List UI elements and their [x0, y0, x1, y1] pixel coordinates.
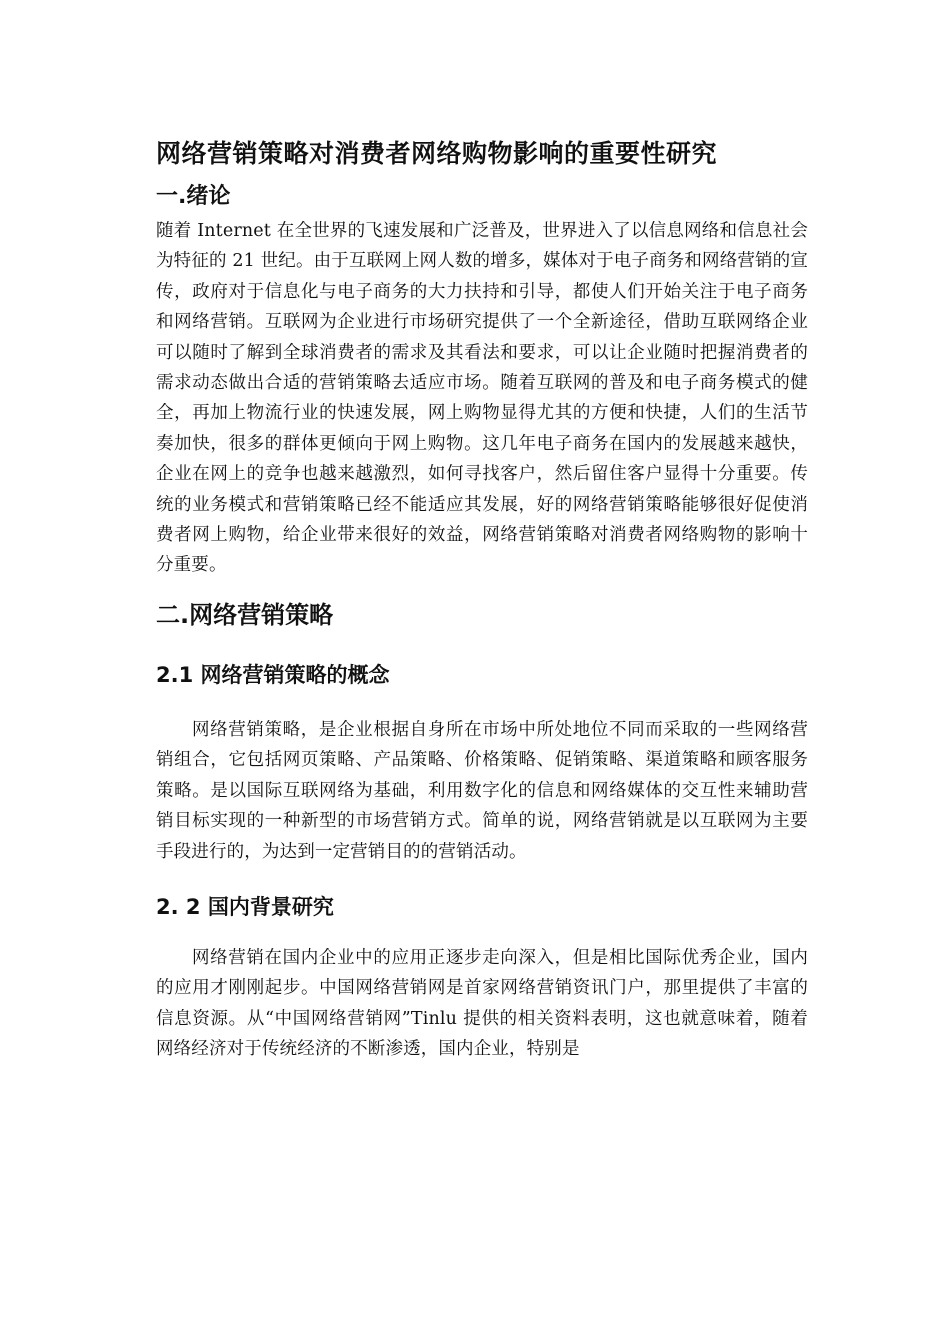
subsection-heading-domestic-background: 2. 2 国内背景研究 — [156, 894, 334, 919]
section-heading-marketing-strategy: 二.网络营销策略 — [156, 600, 334, 629]
section-heading-introduction: 一.绪论 — [156, 184, 231, 209]
document-title: 网络营销策略对消费者网络购物影响的重要性研究 — [156, 139, 718, 168]
domestic-background-paragraph: 网络营销在国内企业中的应用正逐步走向深入，但是相比国际优秀企业，国内的应用才刚刚起步。中国网络营销网是首家网络营销资讯门户，那里提供了丰富的信息资源。从“中国网络营销网”Tinlu 提供的相关资料表明，这也就意味着，随着网络经济对于传统经济的不断渗透，国内企业，特别是 — [156, 947, 808, 1060]
concept-paragraph: 网络营销策略，是企业根据自身所在市场中所处地位不同而采取的一些网络营销组合，它包括网页策略、产品策略、价格策略、促销策略、渠道策略和顾客服务策略。是以国际互联网络为基础，利用数字化的信息和网络媒体的交互性来辅助营销目标实现的一种新型的市场营销方式。简单的说，网络营销就是以互联网为主要手段进行的，为达到一定营销目的的营销活动。 — [156, 719, 808, 862]
introduction-paragraph: 随着 Internet 在全世界的飞速发展和广泛普及，世界进入了以信息网络和信息社会为特征的 21 世纪。由于互联网上网人数的增多，媒体对于电子商务和网络营销的宣传，政府对于信息化与电子商务的大力扶持和引导，都使人们开始关注于电子商务和网络营销。互联网为企业进行市场研究提供了一个全新途径，借助互联网络企业可以随时了解到全球消费者的需求及其看法和要求，可以让企业随时把握消费者的需求动态做出合适的营销策略去适应市场。随着互联网的普及和电子商务模式的健全，再加上物流行业的快速发展，网上购物显得尤其的方便和快捷，人们的生活节奏加快，很多的群体更倾向于网上购物。这几年电子商务在国内的发展越来越快，企业在网上的竞争也越来越激烈，如何寻找客户，然后留住客户显得十分重要。传统的业务模式和营销策略已经不能适应其发展，好的网络营销策略能够很好促使消费者网上购物，给企业带来很好的效益，网络营销策略对消费者网络购物的影响十分重要。 — [156, 221, 808, 576]
document-content — [156, 134, 808, 1065]
subsection-heading-concept: 2.1 网络营销策略的概念 — [156, 662, 390, 687]
